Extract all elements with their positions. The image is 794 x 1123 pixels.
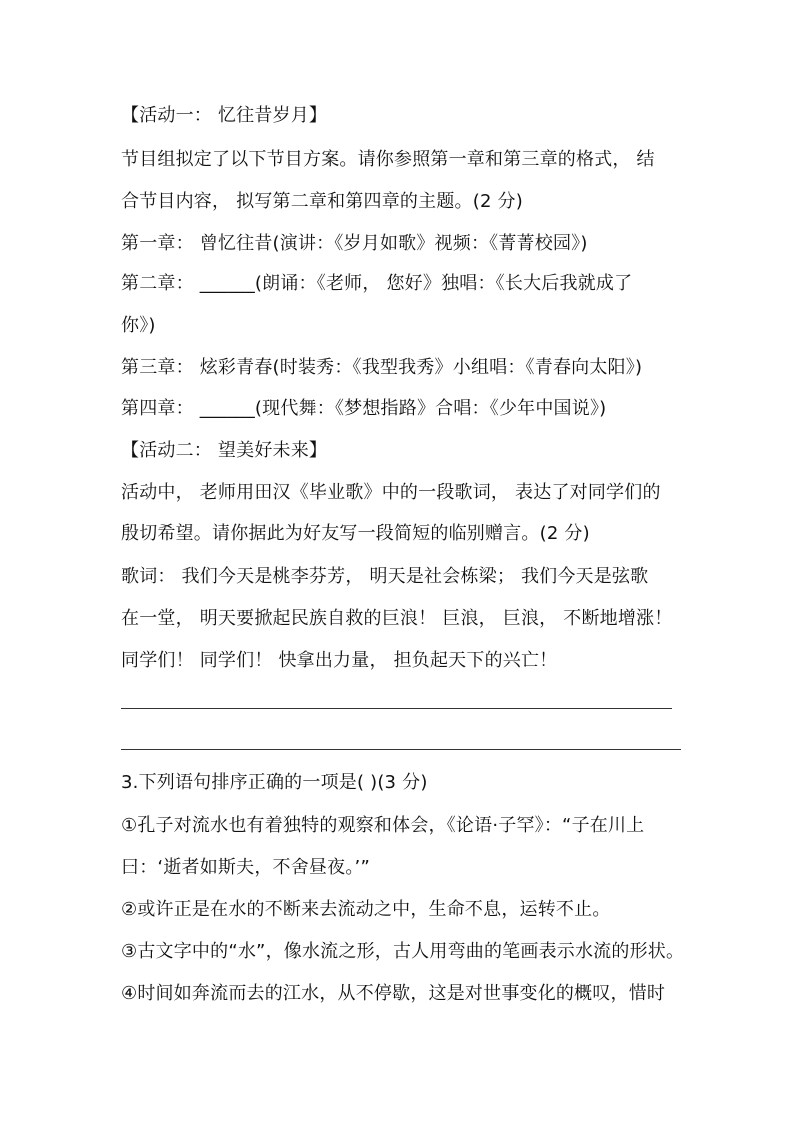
sentence2: ②或许正是在水的不断来去流动之中，生命不息，运转不止。 xyxy=(121,899,611,920)
sentence1-line2: 曰：‘逝者如斯夫，不舍昼夜。’” xyxy=(121,857,370,878)
sentence1-line1: ①孔子对流水也有着独特的观察和体会，《论语·子罕》：“子在川上 xyxy=(121,815,645,836)
question3-stem: 3.下列语句排序正确的一项是( )(3 分) xyxy=(121,772,428,793)
activity2-heading: 【活动二： 望美好未来】 xyxy=(121,440,328,461)
activity1-prompt-line1: 节目组拟定了以下节目方案。请你参照第一章和第三章的格式， 结 xyxy=(121,149,655,170)
sentence4: ④时间如奔流而去的江水，从不停歇，这是对世事变化的概叹，惜时 xyxy=(121,983,666,1004)
chapter1-line: 第一章： 曾忆往昔(演讲：《岁月如歌》视频：《菁菁校园》) xyxy=(121,233,588,254)
chapter3-line: 第三章： 炫彩青春(时装秀：《我型我秀》小组唱：《青春向太阳》) xyxy=(121,357,643,378)
lyrics-line2: 在一堂， 明天要掀起民族自救的巨浪！ 巨浪， 巨浪， 不断地增涨！ xyxy=(121,608,673,629)
sentence3: ③古文字中的“水”，像水流之形，古人用弯曲的笔画表示水流的形状。 xyxy=(121,941,685,962)
chapter2-line1: 第二章： ______(朗诵：《老师， 您好》独唱：《长大后我就成了 xyxy=(121,273,633,294)
lyrics-line1: 歌词： 我们今天是桃李芬芳， 明天是社会栋梁； 我们今天是弦歌 xyxy=(121,566,649,587)
chapter2-line2: 你》) xyxy=(121,315,156,336)
lyrics-line3: 同学们！ 同学们！ 快拿出力量， 担负起天下的兴亡！ xyxy=(121,650,558,671)
answer-line-1[interactable] xyxy=(121,708,672,709)
answer-line-2[interactable] xyxy=(121,749,681,750)
activity2-prompt-line1: 活动中， 老师用田汉《毕业歌》中的一段歌词， 表达了对同学们的 xyxy=(121,482,661,503)
activity1-prompt-line2: 合节目内容， 拟写第二章和第四章的主题。(2 分) xyxy=(121,191,523,212)
activity2-prompt-line2: 殷切希望。请你据此为好友写一段简短的临别赠言。(2 分) xyxy=(121,523,590,544)
activity1-heading: 【活动一： 忆往昔岁月】 xyxy=(121,105,328,126)
chapter4-line: 第四章： ______(现代舞：《梦想指路》合唱：《少年中国说》) xyxy=(121,398,607,419)
